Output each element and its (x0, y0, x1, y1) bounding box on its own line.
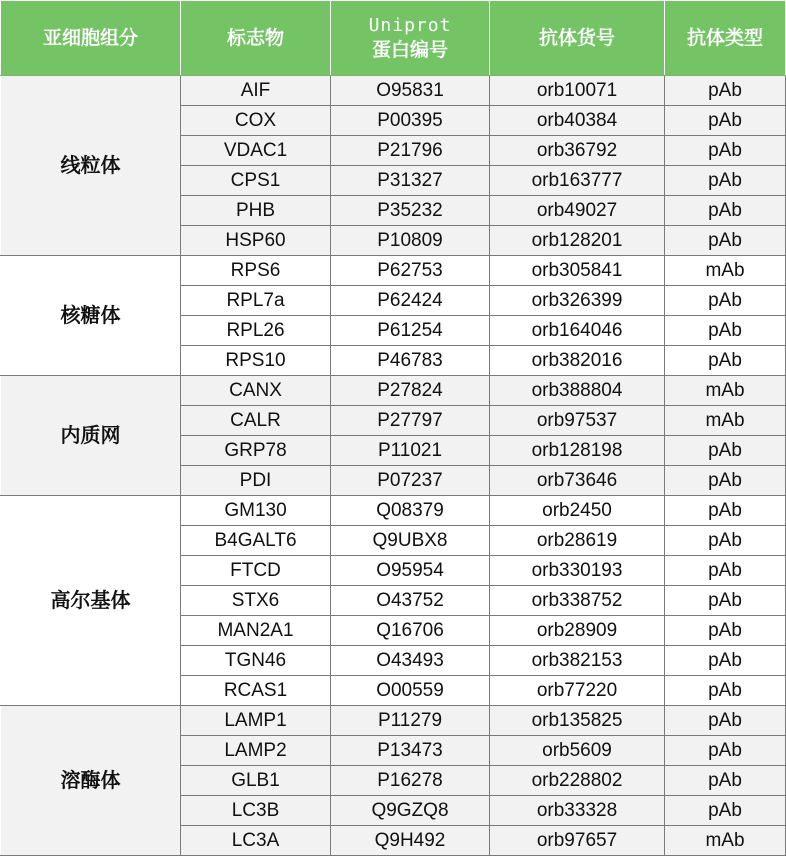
group-name-cell: 高尔基体 (1, 496, 181, 706)
marker-cell: RPS6 (181, 256, 331, 286)
marker-cell: GLB1 (181, 766, 331, 796)
marker-cell: LAMP1 (181, 706, 331, 736)
header-subcellular-component: 亚细胞组分 (1, 1, 181, 76)
uniprot-cell: P46783 (331, 346, 490, 376)
uniprot-cell: P11021 (331, 436, 490, 466)
header-uniprot-line1: Uniprot (368, 15, 452, 36)
marker-cell: LC3A (181, 826, 331, 856)
antibody-type-cell: pAb (665, 496, 786, 526)
table-body (1, 76, 786, 856)
catalog-number-cell: orb128198 (490, 436, 665, 466)
marker-cell: STX6 (181, 586, 331, 616)
marker-cell: PDI (181, 466, 331, 496)
antibody-type-cell: pAb (665, 676, 786, 706)
table-row (1, 76, 786, 106)
table-row (1, 376, 786, 406)
catalog-number-cell: orb388804 (490, 376, 665, 406)
antibody-type-cell: mAb (665, 376, 786, 406)
catalog-number-cell: orb28619 (490, 526, 665, 556)
catalog-number-cell: orb97537 (490, 406, 665, 436)
group-name-cell: 内质网 (1, 376, 181, 496)
catalog-number-cell: orb164046 (490, 316, 665, 346)
uniprot-cell: Q9UBX8 (331, 526, 490, 556)
antibody-type-cell: pAb (665, 466, 786, 496)
catalog-number-cell: orb305841 (490, 256, 665, 286)
antibody-type-cell: pAb (665, 346, 786, 376)
uniprot-cell: O00559 (331, 676, 490, 706)
antibody-type-cell: pAb (665, 616, 786, 646)
group-name-cell: 溶酶体 (1, 706, 181, 856)
table-row (1, 496, 786, 526)
antibody-type-cell: mAb (665, 406, 786, 436)
antibody-type-cell: pAb (665, 706, 786, 736)
catalog-number-cell: orb10071 (490, 76, 665, 106)
marker-cell: GRP78 (181, 436, 331, 466)
header-row (1, 1, 786, 76)
uniprot-cell: Q9H492 (331, 826, 490, 856)
marker-cell: PHB (181, 196, 331, 226)
antibody-type-cell: pAb (665, 316, 786, 346)
catalog-number-cell: orb163777 (490, 166, 665, 196)
marker-cell: GM130 (181, 496, 331, 526)
marker-cell: CANX (181, 376, 331, 406)
catalog-number-cell: orb338752 (490, 586, 665, 616)
marker-cell: B4GALT6 (181, 526, 331, 556)
header-marker: 标志物 (181, 1, 331, 76)
uniprot-cell: P62424 (331, 286, 490, 316)
table-header (1, 1, 786, 76)
antibody-type-cell: pAb (665, 796, 786, 826)
marker-cell: HSP60 (181, 226, 331, 256)
uniprot-cell: P61254 (331, 316, 490, 346)
uniprot-cell: P16278 (331, 766, 490, 796)
uniprot-cell: P27797 (331, 406, 490, 436)
uniprot-cell: P07237 (331, 466, 490, 496)
marker-cell: RPS10 (181, 346, 331, 376)
group-name-cell: 核糖体 (1, 256, 181, 376)
catalog-number-cell: orb128201 (490, 226, 665, 256)
uniprot-cell: P31327 (331, 166, 490, 196)
uniprot-cell: Q9GZQ8 (331, 796, 490, 826)
catalog-number-cell: orb36792 (490, 136, 665, 166)
catalog-number-cell: orb73646 (490, 466, 665, 496)
catalog-number-cell: orb382016 (490, 346, 665, 376)
antibody-type-cell: pAb (665, 106, 786, 136)
marker-cell: CPS1 (181, 166, 331, 196)
antibody-type-cell: pAb (665, 586, 786, 616)
marker-cell: RCAS1 (181, 676, 331, 706)
catalog-number-cell: orb228802 (490, 766, 665, 796)
catalog-number-cell: orb135825 (490, 706, 665, 736)
catalog-number-cell: orb382153 (490, 646, 665, 676)
antibody-type-cell: pAb (665, 136, 786, 166)
marker-cell: LC3B (181, 796, 331, 826)
header-antibody-type: 抗体类型 (665, 1, 786, 76)
catalog-number-cell: orb28909 (490, 616, 665, 646)
antibody-type-cell: pAb (665, 436, 786, 466)
antibody-type-cell: pAb (665, 226, 786, 256)
table-row (1, 256, 786, 286)
catalog-number-cell: orb97657 (490, 826, 665, 856)
uniprot-cell: P13473 (331, 736, 490, 766)
catalog-number-cell: orb33328 (490, 796, 665, 826)
header-uniprot-id (331, 1, 490, 76)
uniprot-cell: Q16706 (331, 616, 490, 646)
catalog-number-cell: orb5609 (490, 736, 665, 766)
marker-cell: MAN2A1 (181, 616, 331, 646)
catalog-number-cell: orb77220 (490, 676, 665, 706)
uniprot-cell: O95831 (331, 76, 490, 106)
header-uniprot-line2: 蛋白编号 (371, 39, 448, 61)
uniprot-cell: P27824 (331, 376, 490, 406)
uniprot-cell: P21796 (331, 136, 490, 166)
antibody-type-cell: pAb (665, 556, 786, 586)
antibody-type-cell: pAb (665, 766, 786, 796)
uniprot-cell: P62753 (331, 256, 490, 286)
uniprot-cell: P10809 (331, 226, 490, 256)
uniprot-cell: Q08379 (331, 496, 490, 526)
uniprot-cell: P35232 (331, 196, 490, 226)
antibody-type-cell: pAb (665, 526, 786, 556)
marker-cell: COX (181, 106, 331, 136)
marker-cell: VDAC1 (181, 136, 331, 166)
antibody-type-cell: pAb (665, 286, 786, 316)
catalog-number-cell: orb330193 (490, 556, 665, 586)
uniprot-cell: O43493 (331, 646, 490, 676)
uniprot-cell: O43752 (331, 586, 490, 616)
marker-cell: AIF (181, 76, 331, 106)
antibody-type-cell: pAb (665, 166, 786, 196)
group-name-cell: 线粒体 (1, 76, 181, 256)
table-row (1, 706, 786, 736)
uniprot-cell: O95954 (331, 556, 490, 586)
uniprot-cell: P00395 (331, 106, 490, 136)
marker-cell: LAMP2 (181, 736, 331, 766)
catalog-number-cell: orb2450 (490, 496, 665, 526)
catalog-number-cell: orb40384 (490, 106, 665, 136)
header-catalog-number: 抗体货号 (490, 1, 665, 76)
catalog-number-cell: orb49027 (490, 196, 665, 226)
marker-cell: CALR (181, 406, 331, 436)
marker-cell: TGN46 (181, 646, 331, 676)
marker-cell: FTCD (181, 556, 331, 586)
antibody-type-cell: mAb (665, 256, 786, 286)
marker-cell: RPL7a (181, 286, 331, 316)
antibody-type-cell: mAb (665, 826, 786, 856)
marker-cell: RPL26 (181, 316, 331, 346)
antibody-type-cell: pAb (665, 736, 786, 766)
antibody-type-cell: pAb (665, 196, 786, 226)
antibody-type-cell: pAb (665, 646, 786, 676)
uniprot-cell: P11279 (331, 706, 490, 736)
catalog-number-cell: orb326399 (490, 286, 665, 316)
antibody-type-cell: pAb (665, 76, 786, 106)
